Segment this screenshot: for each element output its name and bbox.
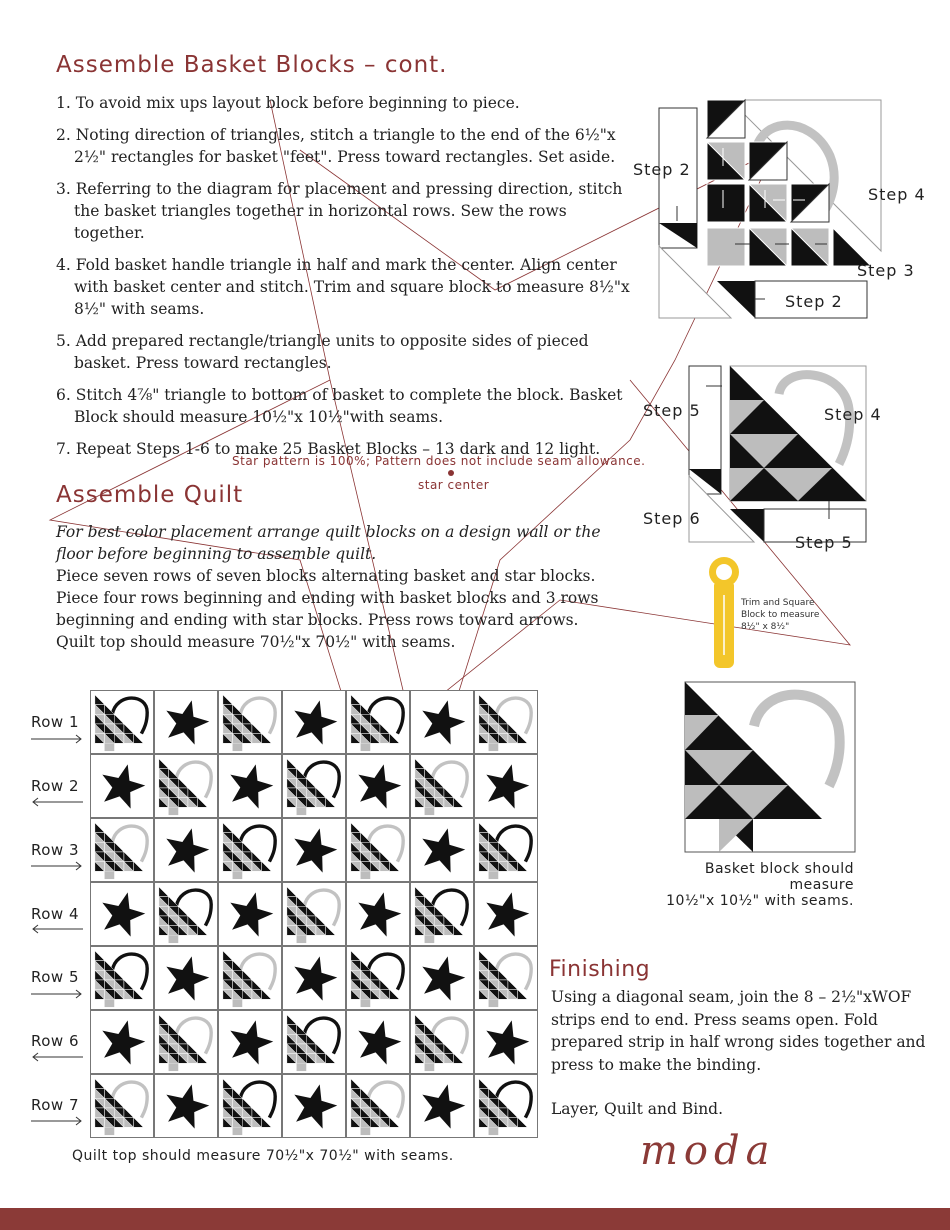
footer-bar bbox=[0, 1208, 950, 1230]
star-icon bbox=[411, 947, 473, 1009]
basket-block bbox=[90, 818, 154, 882]
basket-icon bbox=[475, 947, 537, 1009]
star-block bbox=[154, 1074, 218, 1138]
diagram2-step5-label: Step 5 bbox=[643, 401, 701, 420]
section-title-quilt: Assemble Quilt bbox=[56, 482, 244, 508]
basket-icon bbox=[347, 1075, 409, 1137]
star-block bbox=[410, 1074, 474, 1138]
star-block bbox=[90, 754, 154, 818]
star-block bbox=[218, 754, 282, 818]
star-block bbox=[154, 946, 218, 1010]
basket-icon bbox=[411, 1011, 473, 1073]
diagram1-step2-label: Step 2 bbox=[633, 160, 691, 179]
star-center-label: star center bbox=[418, 478, 490, 492]
basket-block bbox=[218, 690, 282, 754]
basket-icon bbox=[91, 1075, 153, 1137]
star-block bbox=[346, 882, 410, 946]
star-icon bbox=[475, 883, 537, 945]
basket-sides-diagram bbox=[684, 364, 869, 544]
basket-block bbox=[346, 946, 410, 1010]
star-icon bbox=[155, 947, 217, 1009]
moda-logo: moda bbox=[640, 1128, 776, 1174]
star-block bbox=[474, 754, 538, 818]
basket-icon bbox=[283, 755, 345, 817]
star-icon bbox=[347, 1011, 409, 1073]
basket-icon bbox=[283, 1011, 345, 1073]
basket-icon bbox=[411, 883, 473, 945]
row-3-label: Row 3 bbox=[31, 841, 80, 859]
step-5: 5. Add prepared rectangle/triangle units to opposite sides of pieced basket. Press toward rectangles. bbox=[56, 332, 589, 372]
basket-assembly-diagram bbox=[655, 96, 885, 322]
basket-icon bbox=[347, 947, 409, 1009]
star-block bbox=[218, 1010, 282, 1074]
star-block bbox=[474, 882, 538, 946]
block-caption: Basket block should measure 10½"x 10½" with seams. bbox=[666, 861, 854, 909]
star-icon bbox=[411, 691, 473, 753]
star-block bbox=[346, 1010, 410, 1074]
row-5-label: Row 5 bbox=[31, 968, 80, 986]
basket-block bbox=[282, 882, 346, 946]
row-6-arrow-left-icon bbox=[31, 1052, 83, 1062]
basket-block bbox=[346, 1074, 410, 1138]
row-1-label: Row 1 bbox=[31, 713, 80, 731]
basket-icon bbox=[219, 947, 281, 1009]
star-block bbox=[282, 1074, 346, 1138]
basket-icon bbox=[155, 1011, 217, 1073]
star-icon bbox=[155, 819, 217, 881]
basket-block bbox=[346, 818, 410, 882]
basket-block bbox=[90, 946, 154, 1010]
star-icon bbox=[155, 1075, 217, 1137]
basket-block bbox=[218, 818, 282, 882]
star-block bbox=[282, 818, 346, 882]
basket-icon bbox=[219, 1075, 281, 1137]
star-icon bbox=[283, 947, 345, 1009]
star-pattern-note: Star pattern is 100%; Pattern does not include seam allowance. bbox=[232, 454, 646, 468]
basket-icon bbox=[91, 691, 153, 753]
basket-block bbox=[90, 1074, 154, 1138]
step-6: 6. Stitch 4⅞" triangle to bottom of basket to complete the block. Basket Block should measure 10½"x 10½"with seams. bbox=[56, 386, 623, 426]
ruler-note: Trim and Square Block to measure 8½" x 8½" bbox=[741, 598, 820, 632]
finishing-text-2: Layer, Quilt and Bind. bbox=[551, 1100, 724, 1118]
basket-block bbox=[282, 1010, 346, 1074]
basket-block bbox=[474, 946, 538, 1010]
star-block bbox=[346, 754, 410, 818]
basket-block bbox=[282, 754, 346, 818]
step-3: 3. Referring to the diagram for placement and pressing direction, stitch the basket triangles together in horizontal rows. Sew the rows together. bbox=[56, 180, 623, 242]
diagram2-step4-label: Step 4 bbox=[824, 405, 882, 424]
section-title-basket: Assemble Basket Blocks – cont. bbox=[56, 52, 448, 78]
star-block bbox=[218, 882, 282, 946]
finishing-text-1: Using a diagonal seam, join the 8 – 2½"xWOF strips end to end. Press seams open. Fold prepared strip in half wrong sides together and press to make the binding. bbox=[551, 988, 926, 1074]
row-4-label: Row 4 bbox=[31, 905, 80, 923]
basket-icon bbox=[475, 691, 537, 753]
basket-icon bbox=[347, 819, 409, 881]
basket-block bbox=[218, 1074, 282, 1138]
basket-block bbox=[154, 1010, 218, 1074]
diagram2-step5b-label: Step 5 bbox=[795, 533, 853, 552]
star-icon bbox=[219, 755, 281, 817]
diagram1-step3-label: Step 3 bbox=[857, 261, 915, 280]
star-icon bbox=[283, 691, 345, 753]
basket-block bbox=[410, 1010, 474, 1074]
star-icon bbox=[411, 1075, 473, 1137]
star-block bbox=[410, 818, 474, 882]
finished-basket-block bbox=[684, 681, 856, 853]
star-block bbox=[154, 818, 218, 882]
star-icon bbox=[475, 1011, 537, 1073]
basket-icon bbox=[91, 947, 153, 1009]
star-block bbox=[90, 882, 154, 946]
row-7-arrow-right-icon bbox=[31, 1116, 83, 1126]
basket-block bbox=[90, 690, 154, 754]
row-6-label: Row 6 bbox=[31, 1032, 80, 1050]
star-block bbox=[282, 946, 346, 1010]
star-icon bbox=[347, 883, 409, 945]
ruler-icon bbox=[706, 555, 742, 670]
star-block bbox=[154, 690, 218, 754]
basket-icon bbox=[219, 691, 281, 753]
star-icon bbox=[91, 883, 153, 945]
star-block bbox=[282, 690, 346, 754]
basket-block bbox=[346, 690, 410, 754]
step-1: 1. To avoid mix ups layout block before beginning to piece. bbox=[56, 94, 520, 112]
star-block bbox=[410, 690, 474, 754]
star-icon bbox=[155, 691, 217, 753]
basket-block bbox=[410, 754, 474, 818]
basket-block bbox=[154, 882, 218, 946]
basket-icon bbox=[475, 819, 537, 881]
row-7-label: Row 7 bbox=[31, 1096, 80, 1114]
star-center-dot bbox=[448, 470, 454, 476]
star-icon bbox=[347, 755, 409, 817]
diagram2-step6-label: Step 6 bbox=[643, 509, 701, 528]
star-icon bbox=[283, 1075, 345, 1137]
star-icon bbox=[219, 1011, 281, 1073]
step-7: 7. Repeat Steps 1-6 to make 25 Basket Blocks – 13 dark and 12 light. bbox=[56, 440, 601, 458]
star-icon bbox=[91, 1011, 153, 1073]
quilt-text-1: Piece seven rows of seven blocks alternating basket and star blocks. Piece four rows beginning and ending with basket blocks and 3 rows beginning and ending with star blocks. Press rows toward arrows. bbox=[56, 567, 599, 629]
star-icon bbox=[91, 755, 153, 817]
finishing-text bbox=[551, 986, 931, 1143]
basket-steps bbox=[56, 92, 636, 470]
basket-block bbox=[218, 946, 282, 1010]
quilt-instructions bbox=[56, 521, 631, 653]
row-4-arrow-left-icon bbox=[31, 924, 83, 934]
star-block bbox=[474, 1010, 538, 1074]
star-block bbox=[410, 946, 474, 1010]
quilt-caption: Quilt top should measure 70½"x 70½" with seams. bbox=[72, 1148, 454, 1164]
basket-icon bbox=[155, 883, 217, 945]
star-icon bbox=[411, 819, 473, 881]
basket-block bbox=[410, 882, 474, 946]
step-2: 2. Noting direction of triangles, stitch a triangle to the end of the 6½"x 2½" rectangles for basket "feet". Press toward rectangles. Set aside. bbox=[56, 126, 616, 166]
basket-block bbox=[474, 690, 538, 754]
basket-block bbox=[474, 1074, 538, 1138]
basket-icon bbox=[219, 819, 281, 881]
diagram1-step2b-label: Step 2 bbox=[785, 292, 843, 311]
quilt-italic-note: For best color placement arrange quilt blocks on a design wall or the floor before beginning to assemble quilt. bbox=[56, 523, 601, 563]
basket-block bbox=[474, 818, 538, 882]
row-3-arrow-right-icon bbox=[31, 861, 83, 871]
basket-icon bbox=[283, 883, 345, 945]
star-icon bbox=[219, 883, 281, 945]
star-icon bbox=[283, 819, 345, 881]
basket-icon bbox=[91, 819, 153, 881]
row-2-label: Row 2 bbox=[31, 777, 80, 795]
row-2-arrow-left-icon bbox=[31, 797, 83, 807]
section-title-finishing: Finishing bbox=[549, 957, 651, 982]
star-icon bbox=[475, 755, 537, 817]
diagram1-step4-label: Step 4 bbox=[868, 185, 926, 204]
basket-icon bbox=[411, 755, 473, 817]
basket-block bbox=[154, 754, 218, 818]
basket-icon bbox=[155, 755, 217, 817]
star-block bbox=[90, 1010, 154, 1074]
quilt-text-2: Quilt top should measure 70½"x 70½" with seams. bbox=[56, 633, 456, 651]
step-4: 4. Fold basket handle triangle in half and mark the center. Align center with basket center and stitch. Trim and square block to measure 8½"x 8½" with seams. bbox=[56, 256, 630, 318]
row-1-arrow-right-icon bbox=[31, 734, 83, 744]
row-5-arrow-right-icon bbox=[31, 989, 83, 999]
basket-icon bbox=[475, 1075, 537, 1137]
basket-icon bbox=[347, 691, 409, 753]
